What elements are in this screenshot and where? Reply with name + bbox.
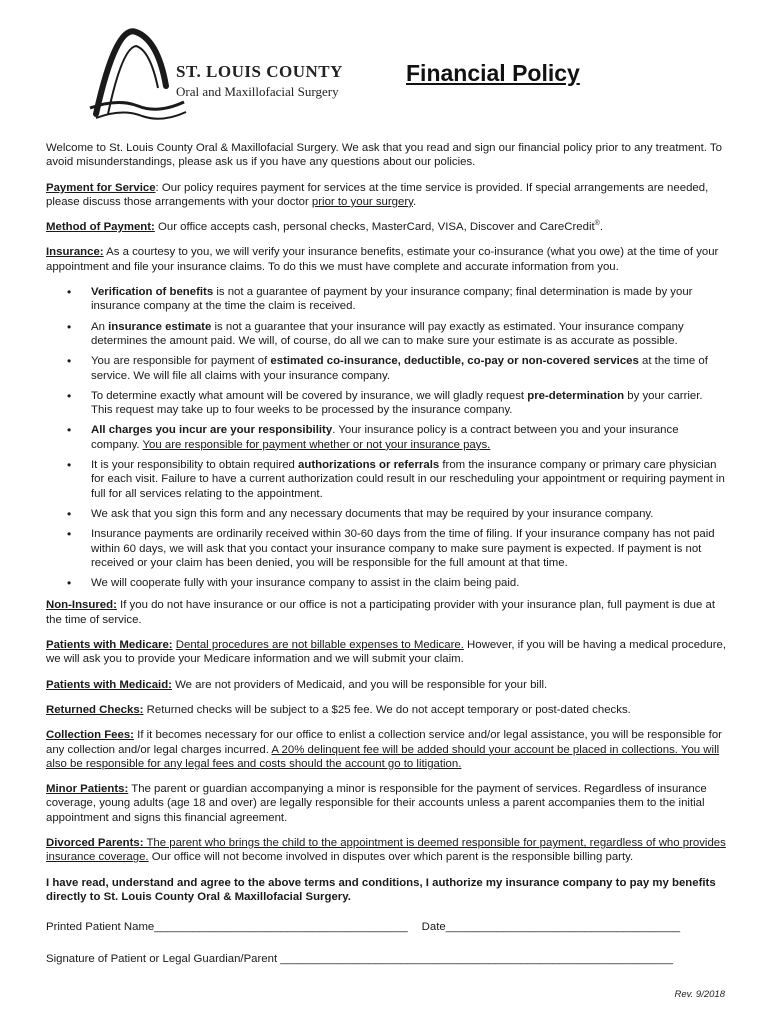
document-title: Financial Policy [406,60,580,86]
collection-fees-section [46,728,726,771]
underlined-text: You are responsible for payment whether or not your insurance pays. [142,438,491,451]
printed-name-field[interactable]: Printed Patient Name________________________________________ [46,921,408,934]
section-heading: Divorced Parents: [46,836,144,849]
agreement-statement: I have read, understand and agree to the above terms and conditions, I authorize my insurance company to pay my benefits directly to St. Louis County Oral & Maxillofacial Surgery. [46,876,716,903]
insurance-section [46,245,726,274]
section-text: If you do not have insurance or our office is not a participating provider with your insurance plan, full payment is due at the time of service. [46,599,716,626]
medicaid-section [46,678,726,692]
section-text: : Our policy requires payment for services at the time service is provided. If special arrangements are needed, please discuss those arrangements with your doctor [46,181,709,208]
item-text: at the time of service. We will file all claims with your insurance company. [91,355,708,382]
list-item [46,458,726,501]
section-heading: Non-Insured: [46,599,117,612]
signature-line [46,952,726,966]
section-text: Returned checks will be subject to a $25 fee. We do not accept temporary or post-dated checks. [143,703,631,716]
field-gap [408,920,422,934]
item-text: We ask that you sign this form and any necessary documents that may be required by your insurance company. [91,507,654,520]
list-item [46,423,726,452]
non-insured-section [46,598,726,627]
medicare-section [46,638,726,667]
item-text: is not a guarantee that your insurance will pay exactly as estimated. Your insurance company determines the amount paid. We will, of course, do all we can to make sure your estimate is as accurate as possible. [91,320,684,347]
logo-practice-subtitle: Oral and Maxillofacial Surgery [176,84,339,99]
section-heading: Payment for Service [46,181,156,194]
registered-mark: ® [594,220,600,228]
section-heading: Insurance: [46,246,104,259]
section-text: As a courtesy to you, we will verify your insurance benefits, estimate your co-insurance (what you owe) at the time of your appointment and file your insurance claims. To do this we must have complete and accurate information from you. [46,246,719,273]
bold-phrase: All charges you incur are your responsibility [91,424,333,437]
list-item [46,527,726,570]
section-end: . [413,195,417,208]
section-text: If it becomes necessary for our office to enlist a collection service and/or legal assistance, you will be responsible for any collection and/or legal charges incurred. [46,729,722,756]
section-heading: Returned Checks: [46,703,144,716]
bold-phrase: Verification of benefits [91,286,214,299]
section-heading: Collection Fees: [46,729,134,742]
method-of-payment-section [46,220,726,234]
underlined-text: The parent who brings the child to the appointment is deemed responsible for payment, regardless of who provides insurance coverage. [46,836,726,864]
bold-phrase: authorizations or referrals [298,459,440,472]
item-text: To determine exactly what amount will be covered by insurance, we will gladly request [91,389,528,402]
section-text: Our office accepts cash, personal checks, MasterCard, VISA, Discover and CareCredit [154,221,595,234]
section-heading: Patients with Medicare: [46,639,173,652]
section-text: The parent or guardian accompanying a minor is responsible for the payment of services. Regardless of insurance coverage, young adults (age 18 and over) are legally responsible for their accounts unless a parent accompanies them to the initial appointment and signs this financial agreement. [46,783,707,824]
signature-field[interactable]: Signature of Patient or Legal Guardian/Parent ______________________________________________________________ [46,953,674,966]
list-item [46,507,726,521]
section-heading: Method of Payment: [46,221,155,234]
underlined-text: Dental procedures are not billable expenses to Medicare. [175,639,464,652]
insurance-bullet-list [46,285,726,590]
list-item [46,576,726,590]
payment-for-service-section [46,181,726,210]
intro-paragraph: Welcome to St. Louis County Oral & Maxillofacial Surgery. We ask that you read and sign our financial policy prior to any treatment. To avoid misunderstandings, please ask us if you have any questions about our policies. [46,142,722,169]
section-text: We are not providers of Medicaid, and you will be responsible for your bill. [171,678,548,691]
item-text: is not a guarantee of payment by your insurance company; final determination is made by your insurance company at the time the claim is received. [91,286,693,313]
policy-body [46,141,726,985]
item-text: . Your insurance policy is a contract between you and your insurance company. [91,424,679,451]
list-item [46,285,726,314]
revision-note: Rev. 9/2018 [674,989,725,1000]
section-heading: Patients with Medicaid: [46,678,172,691]
item-text: Insurance payments are ordinarily received within 30-60 days from the time of filing. If your insurance company has not paid within 60 days, we will ask that you contact your insurance company to make sure payment is expected. If payment is not received or your claim has been denied, you will be responsible for the full amount at that time. [91,528,715,569]
bold-phrase: insurance estimate [108,320,212,333]
item-text: You are responsible for payment of [91,355,271,368]
underlined-text: A 20% delinquent fee will be added should your account be placed in collections. You will also be responsible for any legal fees and costs should the account go to litigation. [46,743,720,770]
item-text: by your carrier. This request may take up to four weeks to be processed by the insurance company. [91,389,703,417]
logo-practice-name: ST. LOUIS COUNTY [176,62,343,81]
minor-patients-section [46,782,726,825]
item-text: An [91,320,109,333]
arch-logo-icon [88,28,188,128]
practice-logo [88,28,368,128]
underlined-text: prior to your surgery [311,195,413,208]
divorced-parents-section [46,836,726,865]
bold-phrase: estimated co-insurance, deductible, co-pay or non-covered services [270,355,639,368]
section-text: However, if you will be having a medical procedure, we will ask you to provide your Medicare information and we will submit your claim. [46,639,726,666]
name-date-line [46,920,726,934]
date-field[interactable]: Date_____________________________________ [421,921,681,934]
list-item [46,354,726,383]
item-text: from the insurance company or primary care physician for each visit. Failure to have a current authorization could result in our rescheduling your appointment or requiring payment in full for all services relating to the appointment. [91,459,725,500]
bold-phrase: pre-determination [527,389,625,402]
section-heading: Minor Patients: [46,783,129,796]
item-text: It is your responsibility to obtain required [91,459,299,472]
returned-checks-section [46,703,726,717]
section-end: . [599,221,603,234]
list-item [46,320,726,349]
section-text: Our office will not become involved in disputes over which parent is the responsible billing party. [148,851,634,864]
item-text: We will cooperate fully with your insurance company to assist in the claim being paid. [91,577,520,590]
list-item [46,389,726,418]
